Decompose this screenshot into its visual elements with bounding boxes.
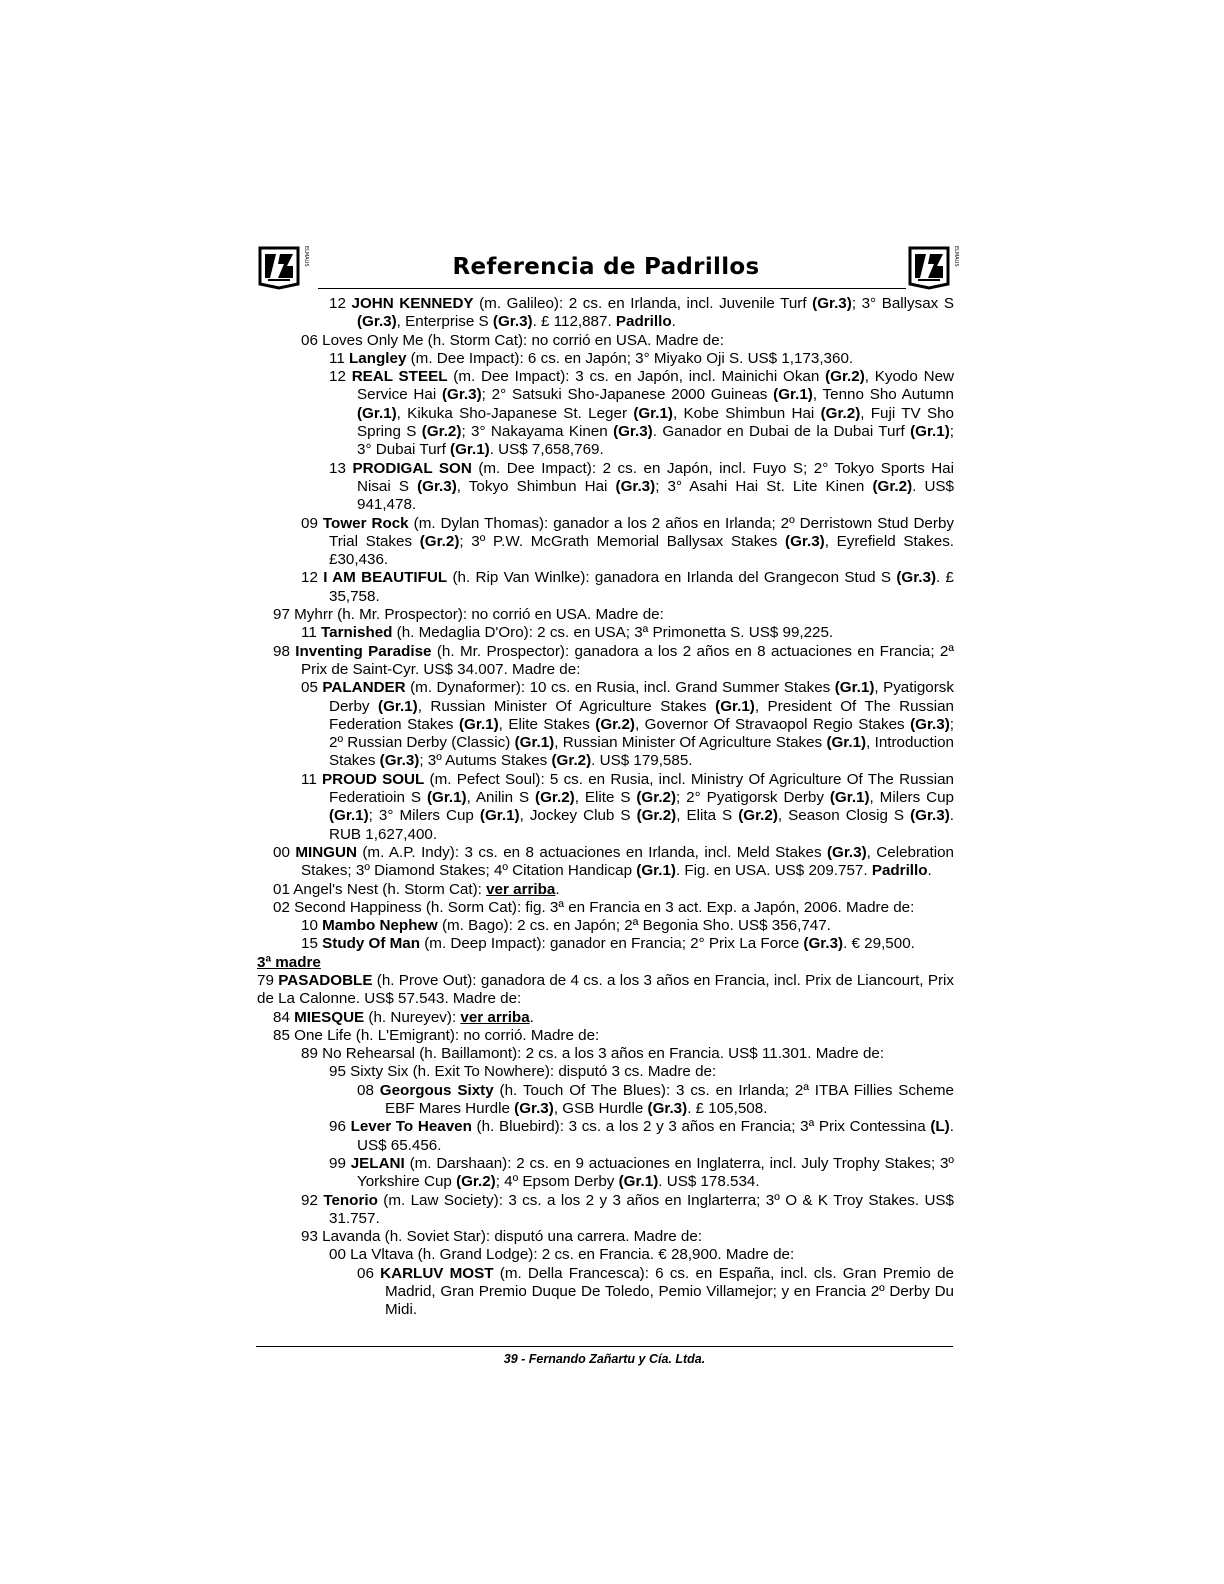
race-grade: (Gr.1) (357, 404, 397, 422)
pedigree-entry (257, 368, 954, 459)
entry-year: 11 (329, 349, 345, 367)
entry-text: , Tokyo Shimbun Hai (456, 477, 616, 495)
entry-year: 79 (257, 971, 274, 989)
race-grade: (Gr.2) (872, 477, 913, 495)
entry-text: . US$ 179,585. (591, 752, 693, 770)
page-header (256, 244, 970, 292)
entry-text: , Celebration Stakes; 3º Diamond Stakes; 4º Citation Handicap (301, 843, 954, 880)
entry-text: (h. Prove Out): ganadora de 4 cs. a los 3 años en Francia, incl. Prix de Liancourt, Prix de La Calonne. US$ 57.543. Madre de: (257, 971, 954, 1008)
race-grade: (Gr.3) (647, 1100, 688, 1118)
pedigree-entry (257, 881, 954, 899)
race-grade: (Gr.3) (910, 715, 950, 733)
race-grade: (Gr.2) (636, 807, 677, 825)
entry-text: , Enterprise S (396, 313, 493, 331)
entry-year: 12 (329, 368, 346, 386)
entry-text: ; 3° Dubai Turf (357, 423, 954, 459)
entry-text: , Governor Of Stravaopol Regio Stakes (634, 715, 911, 733)
entry-text: (m. Dynaformer): 10 cs. en Rusia, incl. Grand Summer Stakes (405, 679, 835, 697)
race-grade: (Gr.1) (479, 807, 520, 825)
horse-name: PASADOBLE (278, 971, 373, 989)
race-grade: (Gr.3) (910, 807, 950, 825)
race-grade: (Gr.2) (595, 715, 635, 733)
entry-text: Lavanda (h. Soviet Star): disputó una carrera. Madre de: (322, 1228, 703, 1246)
entry-text: (h. Bluebird): 3 cs. a los 2 y 3 años en Francia; 3ª Prix Contessina (471, 1118, 931, 1136)
pedigree-entry (257, 1063, 954, 1081)
entry-text: La Vltava (h. Grand Lodge): 2 cs. en Francia. € 28,900. Madre de: (350, 1246, 795, 1264)
race-grade: (Gr.1) (514, 734, 555, 752)
entry-text: Loves Only Me (h. Storm Cat): no corrió en USA. Madre de: (322, 331, 724, 349)
entry-year: 96 (329, 1118, 346, 1136)
race-grade: (Gr.3) (514, 1100, 554, 1118)
entry-year: 02 (273, 898, 290, 916)
race-grade: (Gr.3) (441, 386, 482, 404)
pedigree-entry (257, 1155, 954, 1192)
horse-name: Mambo Nephew (322, 917, 438, 935)
entry-text: (m. Deep Impact): ganador en Francia; 2° Prix La Force (420, 935, 804, 953)
entry-text: (m. A.P. Indy): 3 cs. en 8 actuaciones en Irlanda, incl. Meld Stakes (356, 843, 827, 861)
race-grade: (Gr.2) (636, 789, 677, 807)
pedigree-content (257, 295, 954, 1320)
entry-text: ; 2º Russian Derby (Classic) (329, 715, 954, 752)
pedigree-entry (257, 899, 954, 917)
race-grade: (Gr.3) (492, 313, 533, 331)
horse-name: I AM BEAUTIFUL (323, 569, 448, 587)
race-grade: (Gr.2) (419, 532, 460, 550)
horse-name: Inventing Paradise (295, 642, 432, 660)
pedigree-entry (257, 1246, 954, 1264)
entry-year: 97 (273, 606, 290, 624)
pedigree-entry (257, 624, 954, 642)
race-grade: (Gr.1) (633, 404, 673, 422)
pedigree-entry (257, 1265, 954, 1320)
entry-text: , Season Closig S (777, 807, 911, 825)
entry-text: , Elite S (574, 789, 637, 807)
entry-text: , GSB Hurdle (553, 1100, 648, 1118)
horse-name: Langley (349, 349, 407, 367)
pedigree-entry (257, 917, 954, 935)
entry-text: . (671, 313, 676, 331)
pedigree-entry (257, 771, 954, 844)
entry-text: . £ 112,887. (532, 313, 616, 331)
race-grade: (Gr.1) (773, 386, 813, 404)
race-grade: (Gr.3) (896, 569, 937, 587)
entry-text: , Elite Stakes (498, 715, 596, 733)
entry-text: (m. Della Francesca): 6 cs. en España, incl. cls. Gran Premio de Madrid, Gran Premio Duque De Toledo, Pemio Villamejor; y en Francia 2º Derby Du Midi. (385, 1264, 954, 1319)
race-grade: (Gr.1) (826, 734, 867, 752)
pedigree-entry (257, 1027, 954, 1045)
entry-year: 06 (357, 1264, 374, 1282)
entry-text: . € 29,500. (843, 935, 915, 953)
entry-text: ; 3º Autums Stakes (419, 752, 552, 770)
entry-text: (m. Dee Impact): 2 cs. en Japón, incl. Fuyo S; 2° Tokyo Sports Hai Nisai S (357, 459, 955, 495)
entry-text: , Elita S (676, 807, 739, 825)
entry-text: . US$ 7,658,769. (489, 441, 604, 459)
entry-year: 92 (301, 1191, 318, 1209)
entry-text: . Fig. en USA. US$ 209.757. (675, 862, 872, 880)
zl-emblem-icon (906, 244, 952, 290)
entry-text: , Milers Cup (869, 789, 954, 807)
page-title: Referencia de Padrillos (452, 254, 760, 280)
entries-list (257, 295, 954, 954)
race-grade: (Gr.3) (379, 752, 420, 770)
pedigree-entry (257, 606, 954, 624)
race-grade: (L) (930, 1118, 950, 1136)
race-grade: (Gr.3) (615, 477, 656, 495)
entry-text: , Kobe Shimbun Hai (672, 404, 821, 422)
pedigree-entry (257, 332, 954, 350)
entry-text: (m. Darshaan): 2 cs. en 9 actuaciones en Inglaterra, incl. July Trophy Stakes; 3º Yorkshire Cup (357, 1154, 954, 1191)
race-grade: (Gr.1) (834, 679, 875, 697)
race-grade: (Gr.3) (826, 843, 867, 861)
race-grade: Padrillo (871, 862, 928, 880)
section-heading: 3ª madre (257, 953, 321, 971)
entry-text: . US$ 941,478. (357, 477, 955, 514)
entry-year: 89 (301, 1045, 318, 1063)
race-grade: (Gr.1) (450, 441, 490, 459)
entry-text: (m. Dee Impact): 6 cs. en Japón; 3° Miyako Oji S. US$ 1,173,360. (406, 349, 854, 367)
race-grade: (Gr.3) (417, 477, 457, 495)
entry-text: ; 4º Epsom Derby (495, 1173, 619, 1191)
entry-year: 95 (329, 1063, 346, 1081)
race-grade: (Gr.2) (456, 1173, 496, 1191)
horse-name: Tarnished (321, 624, 393, 642)
entry-year: 11 (301, 624, 317, 642)
race-grade: (Gr.2) (551, 752, 592, 770)
race-grade: (Gr.2) (421, 423, 462, 441)
breeder-logo-right (906, 244, 959, 290)
cross-reference: ver arriba (460, 1008, 530, 1026)
entry-text: . (927, 862, 932, 880)
entry-text: . £ 35,758. (329, 569, 954, 605)
entry-text: . US$ 178.534. (658, 1173, 760, 1191)
entry-text: ; 3° Milers Cup (368, 807, 480, 825)
pedigree-entry (257, 643, 954, 680)
entry-text: , Anilin S (466, 789, 536, 807)
race-grade: (Gr.1) (426, 789, 467, 807)
entries-list-2 (257, 972, 954, 1320)
entry-text: , Introduction Stakes (329, 734, 954, 770)
entry-text: , Tenno Sho Autumn (812, 386, 954, 404)
entry-text: (m. Law Society): 3 cs. a los 2 y 3 años en Inglarterra; 3º O & K Troy Stakes. US$ 31.757. (329, 1191, 954, 1227)
entry-year: 01 (273, 880, 290, 898)
race-grade: (Gr.1) (715, 697, 755, 715)
pedigree-entry (257, 679, 954, 770)
pedigree-entry (257, 1228, 954, 1246)
entry-year: 06 (301, 331, 318, 349)
entry-text: , Pyatigorsk Derby (329, 679, 954, 715)
entry-text: , Jockey Club S (519, 807, 637, 825)
entry-year: 00 (273, 843, 290, 861)
entry-text: . £ 105,508. (687, 1100, 768, 1118)
horse-name: Georgous Sixty (379, 1081, 494, 1099)
entry-year: 99 (329, 1154, 346, 1172)
horse-name: Tenorio (323, 1191, 378, 1209)
entry-text: . US$ 65.456. (357, 1118, 954, 1154)
horse-name: REAL STEEL (351, 368, 448, 386)
entry-year: 85 (273, 1026, 290, 1044)
race-grade: (Gr.3) (812, 295, 852, 312)
entry-text: ; 2° Pyatigorsk Derby (676, 789, 830, 807)
entry-text: . (555, 880, 560, 898)
entry-text: (m. Bago): 2 cs. en Japón; 2ª Begonia Sho. US$ 356,747. (437, 917, 831, 935)
entry-year: 93 (301, 1228, 318, 1246)
entry-text: . (529, 1008, 534, 1026)
race-grade: (Gr.2) (825, 368, 865, 386)
pedigree-entry (257, 350, 954, 368)
pedigree-entry (257, 1192, 954, 1229)
entry-text: One Life (h. L'Emigrant): no corrió. Madre de: (294, 1026, 600, 1044)
race-grade: (Gr.2) (820, 404, 861, 422)
race-grade: (Gr.3) (613, 423, 653, 441)
entry-text: (h. Touch Of The Blues): 3 cs. en Irlanda; 2ª ITBA Fillies Scheme EBF Mares Hurdle (385, 1081, 954, 1118)
horse-name: Study Of Man (322, 935, 421, 953)
entry-text: (m. Galileo): 2 cs. en Irlanda, incl. Juvenile Turf (473, 295, 813, 312)
entry-text: ; 2° Satsuki Sho-Japanese 2000 Guineas (481, 386, 774, 404)
race-grade: (Gr.3) (357, 313, 397, 331)
pedigree-entry (257, 295, 954, 332)
race-grade: (Gr.1) (378, 697, 418, 715)
entry-text: (h. Mr. Prospector): ganadora a los 2 años en 8 actuaciones en Francia; 2ª Prix de Saint-Cyr. US$ 34.007. Madre de: (301, 642, 954, 678)
entry-text: Myhrr (h. Mr. Prospector): no corrió en USA. Madre de: (294, 606, 664, 624)
entry-year: 98 (273, 642, 290, 660)
pedigree-entry (257, 515, 954, 570)
entry-text: (h. Medaglia D'Oro): 2 cs. en USA; 3ª Primonetta S. US$ 99,225. (392, 624, 834, 642)
entry-text: ; 3° Ballysax S (851, 295, 954, 312)
pedigree-entry (257, 1045, 954, 1063)
entry-year: 00 (329, 1246, 346, 1264)
footer-rule (256, 1346, 953, 1347)
page-footer: 39 - Fernando Zañartu y Cía. Ltda. (503, 1352, 706, 1366)
entry-text: (m. Dylan Thomas): ganador a los 2 años en Irlanda; 2º Derristown Stud Derby Trial Stakes (329, 514, 954, 550)
race-grade: (Gr.1) (329, 807, 369, 825)
entry-year: 84 (273, 1008, 290, 1026)
entry-text: (h. Rip Van Winlke): ganadora en Irlanda del Grangecon Stud S (447, 569, 897, 587)
race-grade: (Gr.1) (910, 423, 950, 441)
entry-text: No Rehearsal (h. Baillamont): 2 cs. a los 3 años en Francia. US$ 11.301. Madre de: (322, 1045, 885, 1063)
entry-year: 12 (301, 569, 318, 587)
horse-name: KARLUV MOST (380, 1264, 494, 1282)
entry-text: , Fuji TV Sho Spring S (357, 404, 954, 441)
pedigree-entry (257, 972, 954, 1009)
race-grade: (Gr.1) (636, 862, 676, 880)
entry-text: , Eyrefield Stakes. £30,436. (329, 532, 955, 569)
pedigree-entry (257, 1118, 954, 1155)
entry-text: (h. Nureyev): (364, 1008, 461, 1026)
entry-year: 12 (329, 295, 346, 312)
entry-year: 05 (301, 679, 318, 697)
entry-text: . RUB 1,627,400. (329, 807, 954, 843)
horse-name: JELANI (350, 1154, 405, 1172)
entry-text: Angel's Nest (h. Storm Cat): (293, 880, 487, 898)
entry-text: , President Of The Russian Federation Stakes (329, 697, 954, 733)
entry-text: , Russian Minister Of Agriculture Stakes (554, 734, 827, 752)
cross-reference: ver arriba (486, 880, 556, 898)
entry-text: ; 3º P.W. McGrath Memorial Ballysax Stakes (459, 532, 786, 550)
logo-side-text: ELMAUS (303, 246, 309, 267)
entry-text: ; 3° Nakayama Kinen (461, 423, 614, 441)
horse-name: MIESQUE (294, 1008, 365, 1026)
horse-name: Lever To Heaven (350, 1118, 472, 1136)
logo-side-text: ELMAUS (953, 246, 959, 267)
zl-emblem-icon (256, 244, 302, 290)
entry-text: Second Happiness (h. Sorm Cat): fig. 3ª en Francia en 3 act. Exp. a Japón, 2006. Madre de: (294, 898, 915, 916)
race-grade: (Gr.2) (738, 807, 778, 825)
entry-text: Sixty Six (h. Exit To Nowhere): disputó 3 cs. Madre de: (350, 1063, 717, 1081)
pedigree-entry (257, 935, 954, 953)
entry-year: 15 (301, 935, 318, 953)
pedigree-entry (257, 569, 954, 606)
horse-name: Tower Rock (322, 514, 409, 532)
pedigree-entry (257, 1082, 954, 1119)
race-grade: (Gr.1) (459, 715, 499, 733)
pedigree-entry (257, 844, 954, 881)
entry-text: (m. Dee Impact): 3 cs. en Japón, incl. Mainichi Okan (447, 368, 826, 386)
pedigree-entry (257, 460, 954, 515)
horse-name: PRODIGAL SON (352, 459, 472, 477)
entry-year: 13 (329, 459, 346, 477)
race-grade: (Gr.1) (618, 1173, 659, 1191)
entry-year: 08 (357, 1081, 374, 1099)
pedigree-entry (257, 1009, 954, 1027)
entry-text: ; 3° Asahi Hai St. Lite Kinen (655, 477, 873, 495)
horse-name: PALANDER (322, 679, 406, 697)
race-grade: (Gr.3) (803, 935, 844, 953)
race-grade: (Gr.1) (829, 789, 870, 807)
horse-name: MINGUN (295, 843, 357, 861)
race-grade: (Gr.2) (535, 789, 575, 807)
race-grade: (Gr.3) (785, 532, 825, 550)
race-grade: Padrillo (615, 313, 672, 331)
entry-text: (m. Pefect Soul): 5 cs. en Rusia, incl. Ministry Of Agriculture Of The Russian Federatioin S (329, 770, 954, 807)
entry-text: , Kikuka Sho-Japanese St. Leger (396, 404, 634, 422)
entry-year: 10 (301, 917, 318, 935)
entry-year: 11 (301, 770, 317, 788)
horse-name: PROUD SOUL (322, 770, 425, 788)
breeder-logo-left (256, 244, 309, 290)
entry-text: , Kyodo New Service Hai (357, 368, 954, 404)
horse-name: JOHN KENNEDY (351, 295, 474, 312)
entry-year: 09 (301, 514, 318, 532)
header-rule (318, 288, 906, 289)
entry-text: , Russian Minister Of Agriculture Stakes (417, 697, 716, 715)
entry-text: . Ganador en Dubai de la Dubai Turf (652, 423, 911, 441)
